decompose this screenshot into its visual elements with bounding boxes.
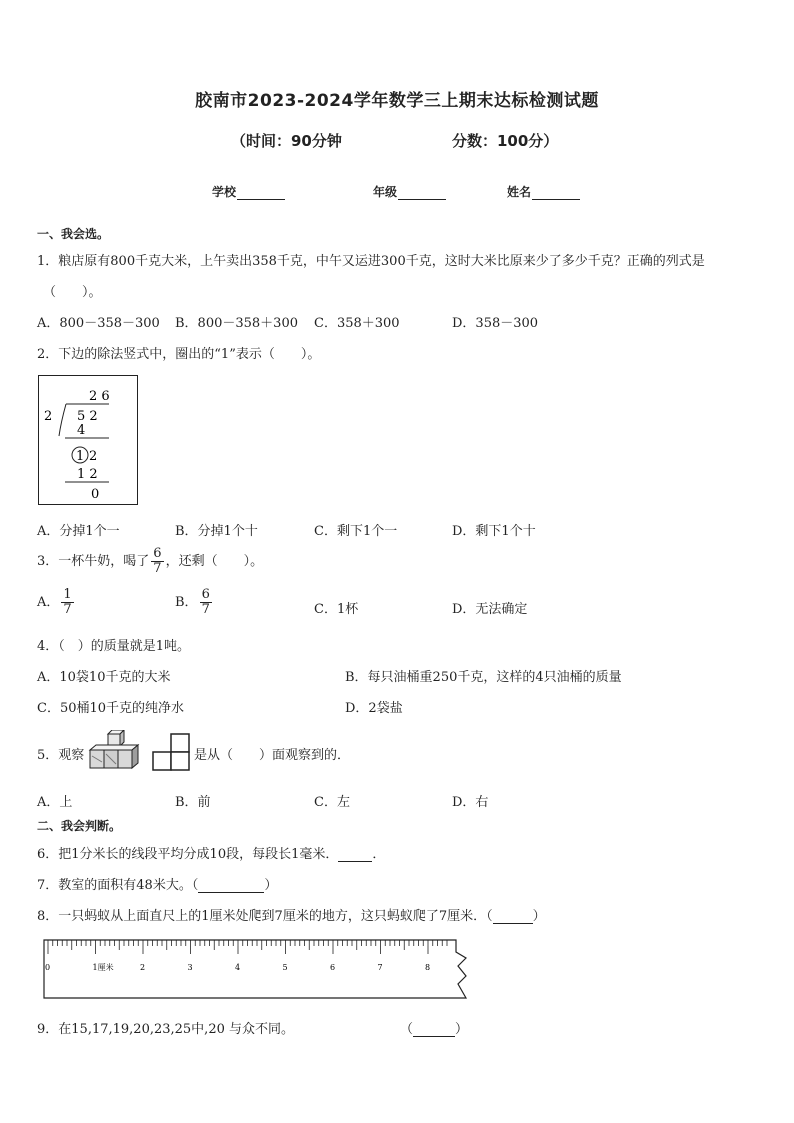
q3-option-a-denominator: 7 [63,602,72,617]
question-6 [37,843,385,862]
q5-option-a[interactable]: A．上 [37,795,73,810]
q3-option-a[interactable] [37,588,76,617]
question-3 [37,547,263,576]
name-label: 姓名 [507,185,532,199]
q6-end: ． [372,847,386,862]
exam-time: （时间：90分钟 [231,132,342,150]
q9-text: 9．在15,17,19,20,23,25中,20 与众不同。 [37,1022,294,1037]
q3-option-a-label: A． [37,595,60,610]
q9-paren-close: ） [455,1022,469,1037]
q7-answer-blank[interactable] [198,880,264,893]
section-1-title: 一、我会选。 [37,227,110,241]
q8-answer-blank[interactable] [493,911,533,924]
second-product: 1 2 [77,467,98,482]
q9-paren-open: （ [400,1022,414,1037]
ruler-label: 5 [282,963,288,972]
ruler-label: 8 [425,963,431,972]
q3-text-before: 3．一杯牛奶，喝了 [37,554,150,569]
question-7 [37,874,277,893]
q8-text: 8．一只蚂蚁从上面直尺上的1厘米处爬到7厘米的地方，这只蚂蚁爬了7厘米．（ [37,909,493,924]
q3-option-a-numerator: 1 [63,587,72,602]
q9-answer-blank[interactable] [413,1024,455,1037]
question-2-text: 2．下边的除法竖式中，圈出的“1”表示（ ）。 [37,347,321,362]
q3-fraction-numerator: 6 [153,546,162,561]
q7-end: ） [264,878,278,893]
circled-digit: 1 [76,449,85,464]
page-title: 胶南市2023-2024学年数学三上期末达标检测试题 [195,91,599,111]
q5-option-d[interactable]: D．右 [452,795,489,810]
question-1-paren: （ ）。 [43,285,102,300]
q5-text-after: 是从（ ）面观察到的． [194,748,351,763]
ruler-figure [42,938,468,1000]
question-9-answer [400,1018,468,1037]
cube-stack-icon [88,730,144,772]
q3-option-b-label: B． [175,595,198,610]
q4-option-c[interactable]: C．50桶10千克的纯净水 [37,701,185,716]
q2-option-b[interactable]: B．分掉1个十 [175,524,258,539]
school-field [212,183,285,200]
q1-option-d[interactable]: D．358－300 [452,316,539,331]
q4-option-d[interactable]: D．2袋盐 [345,701,403,716]
ruler-label: 3 [187,963,193,972]
q3-fraction [151,547,163,576]
q3-option-b[interactable] [175,588,214,617]
q3-option-c[interactable]: C．1杯 [314,602,359,617]
dividend: 5 2 [77,409,98,424]
q4-option-b[interactable]: B．每只油桶重250千克，这样的4只油桶的质量 [345,670,622,685]
q6-text: 6．把1分米长的线段平均分成10段，每段长1毫米． [37,847,339,862]
ruler-label: 7 [377,963,383,972]
q3-text-after: ，还剩（ ）。 [165,554,264,569]
q5-text-before: 5．观察 [37,748,85,763]
school-label: 学校 [212,185,237,199]
school-blank[interactable] [237,187,285,200]
q3-option-b-numerator: 6 [201,587,210,602]
name-field [507,183,580,200]
grade-label: 年级 [373,185,398,199]
q7-text: 7．教室的面积有48米大。（ [37,878,199,893]
question-8 [37,905,546,924]
grade-blank[interactable] [398,187,446,200]
grade-field [373,183,446,200]
q1-option-a[interactable]: A．800－358－300 [37,316,160,331]
second-dividend-rest: 2 [89,449,98,464]
question-1-text: 1．粮店原有800千克大米，上午卖出358千克，中午又运进300千克，这时大米比原来少了多少千克？正确的列式是 [37,254,705,269]
long-division-diagram [39,376,137,504]
q1-option-c[interactable]: C．358＋300 [314,316,400,331]
division-figure [38,375,138,505]
divisor: 2 [44,409,53,424]
ruler-label: 0 [45,963,51,972]
question-4-text: 4．（ ）的质量就是1吨。 [37,639,191,654]
q3-option-d[interactable]: D．无法确定 [452,602,528,617]
section-2-title: 二、我会判断。 [37,819,122,833]
q1-option-b[interactable]: B．800－358＋300 [175,316,298,331]
first-product: 4 [77,423,86,438]
ruler-label: 1厘米 [92,963,114,972]
q8-end: ） [532,909,546,924]
q2-option-d[interactable]: D．剩下1个十 [452,524,536,539]
remainder: 0 [91,487,100,502]
q3-option-b-denominator: 7 [201,602,210,617]
q3-option-a-fraction [61,588,73,617]
view-grid-icon [152,733,192,771]
ruler-label: 6 [330,963,336,972]
q2-option-c[interactable]: C．剩下1个一 [314,524,398,539]
quotient: 2 6 [89,389,110,404]
ruler-label: 2 [140,963,146,972]
q3-option-b-fraction [200,588,212,617]
exam-score: 分数：100分） [452,132,559,150]
q5-option-b[interactable]: B．前 [175,795,211,810]
q4-option-a[interactable]: A．10袋10千克的大米 [37,670,171,685]
ruler-label: 4 [235,963,241,972]
q3-fraction-denominator: 7 [153,561,162,576]
q6-answer-blank[interactable] [338,849,372,862]
q2-option-a[interactable]: A．分掉1个一 [37,524,120,539]
name-blank[interactable] [532,187,580,200]
q5-option-c[interactable]: C．左 [314,795,350,810]
